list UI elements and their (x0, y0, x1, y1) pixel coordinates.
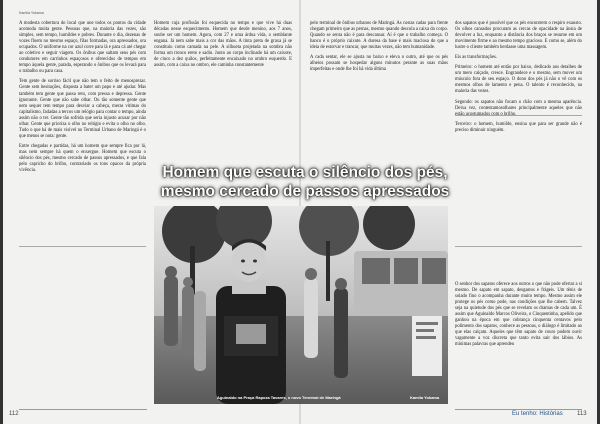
photo-credit: Kamila Yokama (410, 395, 440, 400)
paragraph: A modesta cobertura do local que une todos os pontos da cidade acomoda muita gente. Pessoas que, na maioria das vezes, são simples, sem tempo, humildes e pobres. Durante o dia, dezenas de vozes fluem no mesmo espaço, filas formadas, ora apressados, ora ocupados. O uniforme na cor azul corre para lá e para cá até chegar ao coletivo e seguir viagem. Os ônibus que saltam seus pés com condutores em carrinhos espaçosos e oferecidos de tempos em tempo àquela gente, parada, esperando o ônibus que os levará para o trabalho ou para casa. (19, 21, 146, 75)
section-heading: Eis as transformações. (455, 55, 498, 61)
page-number-right: 113 (577, 411, 587, 417)
page-edge-left (0, 0, 3, 424)
paragraph: pelo terminal de ônibus urbanos de Maringá. As costas cadas para frente chegam primeiro que as pernas, mesmo quando descola a caixa do corpo. Quando se senta não é para descansar. Aí é que o trabalho começa. O banco é o próprio caixote. A duresa da base é mais maciosa do que a ideia de estorvar e trancar, que muitas vezes, não tem humanidade. (310, 21, 448, 51)
paragraph: Segundo: os sapatos não focam o chão com a mesma aparência. Deixa vez, contentamosolhares principalmente aqueles que não (455, 99, 582, 111)
text-column-2 (154, 21, 292, 161)
page-number-left: 112 (9, 411, 19, 417)
footer-rule-left (19, 409, 147, 410)
photo-caption: Aguinaldo na Praça Rapoza Tavares, o novo Terminal de Maringá (217, 395, 341, 400)
paragraph: Tem gente de sorriso fácil que não tem o feito de menosprezar. Gente sem hesitações, disposta a bater um papo e até ajudar. Mas também tem gente que passa reto, com pressa e depressa. Gente ignorante. Gente que não sabe olhar. Ou tão somente gente que nem sequer tem tempo para desviar a cabeça, meras vítimas do capitalismo, fadadas a tercos um relógio para contar o tempo, ainda assim não o ter. Gente tão sofrida que seria injusto acusar por não olhar. Gente que prioriza o olho no relógio e evita o olho no olho. Tudo o que há de mais visível no Terminal Urbano de Maringá é o que menos se nota: gente. (19, 79, 146, 139)
paragraph: A cada sentar, ele se ajusta no baixo e eleva o outro, até que os pés alheios possam se hospedar alguns minutos perante as suas mãos imperfeitas e onde lhe foi há vida última (310, 55, 448, 73)
article-headline (140, 163, 470, 201)
text-column-1 (19, 21, 146, 401)
headline-line-2: mesmo cercado de passos apressados (160, 183, 450, 200)
photo-illustration (154, 206, 448, 404)
paragraph: Homem cuja profissão foi esquecida no tempo e que vive há duas décadas nesse esquecimento. Homem que desde menino, aos 7 anos, soube ser um homem. Agora, com 27 e uma árdua vida, o semblante engana. Já nem sabe mais a cor das mãos. A tinta preta de graxa já se constituiu como camada na pele. A silhueta projetada na sombra não forma um tronco ereto e sadio. Junto ao corpo inclinado há um caixote, de cinco a dez quilos, perfeitamente encaixado no ombro esquerdo. E assim, com a caixa no ombro, ele caminha constantemente (154, 21, 292, 69)
paragraph: Primeiro: o homem até então por baixo, dedicado aos detalhes de um mero calçado, cresce. Engrandece e o mesmo, sem mover um músculo fora de seu espaço. O dono dos pés já não o vê com os mesmos olhos de lamento e pena. O talento é reconhecido, na maioria das vezes. (455, 65, 582, 95)
footer-rule-right (455, 409, 582, 410)
paragraph: O senhor dos sapatos oferece aos outros o que não pode ofertar a si mesmo. De sapato em sapato, desgastos e frágeis. Um tênis de solado fino o acompanha durante muito tempo. Mesmo assim ele protege os pés como pode, nas condições que lhe cabem. Talvez seja na quietude dos pés que se revelam os dramas de cada um. É assim que Aguinaldo Marcos Oliveira, o Cinquentinha, apelido que ganhou na época em que cobrança cinquenta centavos pelo polimento dos sapatos, conhece as pessoas, o diálogo é limitado ao que elas calçam. Aqueles que têm sapato de couro podem ouvir vagamente a voz discreta que tanto evita sair dos lábios. As mínimas palavras que aprendeu (455, 282, 582, 348)
text-column-4-bottom (455, 282, 582, 404)
running-title: Eu tenho: Histórias (512, 411, 563, 417)
text-column-3 (310, 21, 448, 161)
paragraph: dos sapatos que é possível que os pés encontrem o respiro exausto. Os olhos cansados procuram as cercas de opacidade na ânsia de devolver a luz, enquanto a distância dos braços se resume em um movimento firme e ao mesmo tempo gracioso. E como se, além do lustre o cliente também herdasse uma massagem. (455, 21, 582, 51)
feature-photo (154, 206, 448, 404)
rule-line (19, 246, 146, 247)
rule-line (455, 246, 582, 247)
paragraph: Entre chegadas e partidas, há um homem que sempre fica por lá, mas nem sempre há quem o enxergue. Homem que escuta o silêncio dos pés, mesmo cercado de passos apressados, e que fala pelo capricho do brilho, contrariado os tons opacos da própria vivência. (19, 143, 146, 174)
headline-line-1: Homem que escuta o silêncio dos pés, (162, 164, 448, 181)
paragraph: Terceiro: o homem, humilde, ensina que para ser grande não é preciso diminuir ninguém. (455, 121, 582, 133)
rule-line (455, 115, 582, 116)
text-column-4-top (455, 21, 582, 261)
page-header-author-left: Kamila Yokama (19, 11, 44, 15)
